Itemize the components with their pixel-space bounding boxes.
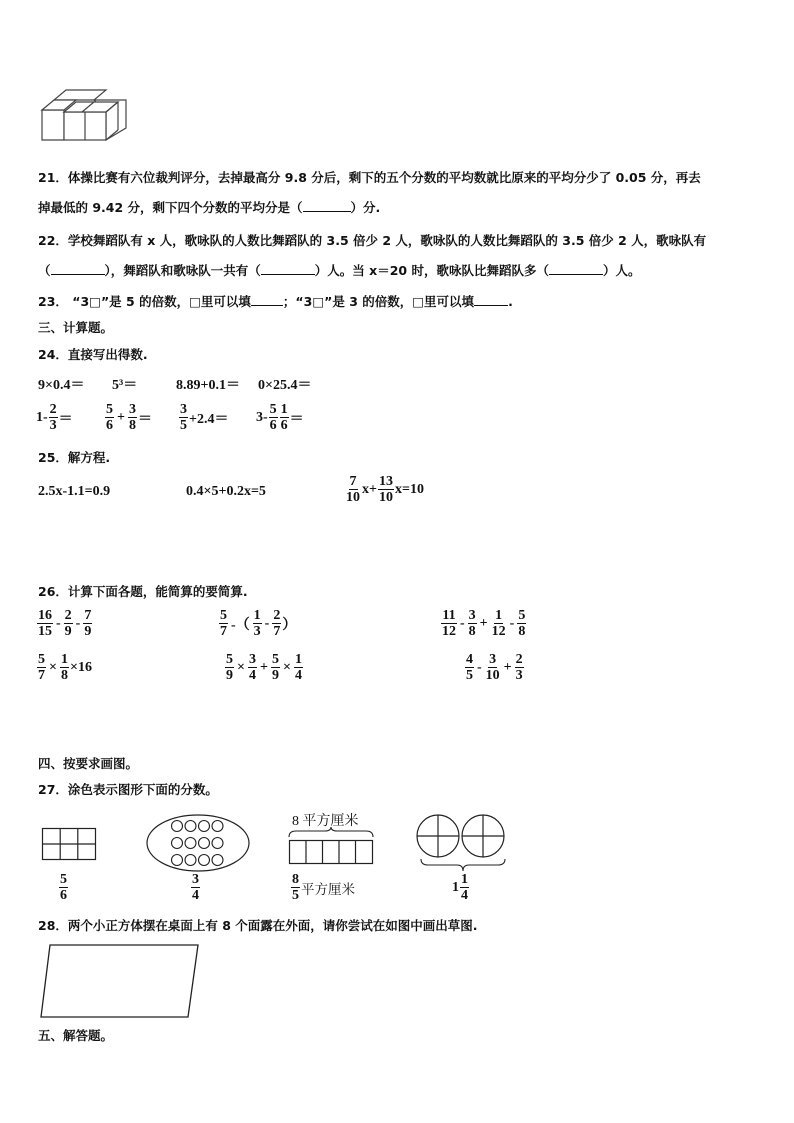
q24-row2-item3: $\frac{3}{5}$ +2.4＝	[180, 402, 229, 433]
fig2-fraction: $\frac{3}{4}$	[192, 872, 199, 903]
section-3-heading: 三、计算题。	[38, 320, 114, 335]
q25-eq3: $\frac{7}{10}$ x+ $\frac{13}{10}$ x=10	[346, 474, 424, 505]
q26-expr4: $\frac{5}{7}$ × $\frac{1}{8}$ ×16	[38, 652, 92, 683]
q24-row2-item1: 1- $\frac{2}{3}$ ＝	[36, 402, 73, 433]
section-5-heading: 五、解答题。	[38, 1028, 114, 1043]
curly-brace-icon	[288, 826, 374, 838]
q26-expr3: $\frac{11}{12}$ - $\frac{3}{8}$ + $\frac{1}{12}$ - $\frac{5}{8}$	[442, 608, 526, 639]
fig3-top-label: 8 平方厘米	[292, 814, 359, 829]
q23-blank-1[interactable]	[251, 305, 283, 306]
q26-expr2: $\frac{5}{7}$ -（ $\frac{1}{3}$ - $\frac{2}{7}$ ）	[220, 608, 297, 639]
q22-line1: 22．学校舞蹈队有 x 人，歌咏队的人数比舞蹈队的 3.5 倍少 2 人，歌咏队的人数比舞蹈队的 3.5 倍少 2 人，歌咏队有	[38, 233, 707, 248]
cubes-figure	[40, 88, 132, 144]
q24-row2-item4: 3- $\frac{5}{6}$ $\frac{1}{6}$ ＝	[256, 402, 304, 433]
fig4-mixed-fraction: 1 $\frac{1}{4}$	[452, 872, 468, 903]
strip-rectangle-figure[interactable]	[289, 840, 373, 864]
q26-expr5: $\frac{5}{9}$ × $\frac{3}{4}$ + $\frac{5}{9}$ × $\frac{1}{4}$	[226, 652, 302, 683]
q21-line2: 掉最低的 9.42 分，剩下四个分数的平均分是（ ）分.	[38, 200, 381, 215]
q26-expr1: $\frac{16}{15}$ - $\frac{2}{9}$ - $\frac{7}{9}$	[38, 608, 92, 639]
q22-blank-3[interactable]	[549, 274, 603, 275]
bottom-brace-icon	[420, 858, 506, 872]
q25-eq1: 2.5x-1.1=0.9	[38, 484, 111, 499]
q22-line2: （ ），舞蹈队和歌咏队一共有（ ）人。当 x＝20 时，歌咏队比舞蹈队多（ ）人。	[38, 263, 641, 278]
q21-line1: 21．体操比赛有六位裁判评分，去掉最高分 9.8 分后，剩下的五个分数的平均数就比原来的平均分少了 0.05 分，再去	[38, 170, 701, 185]
q22-blank-1[interactable]	[51, 274, 105, 275]
q24-row1-item4: 0×25.4＝	[258, 378, 312, 393]
q23-line: 23． “3□”是 5 的倍数，□里可以填 ；“3□”是 3 的倍数，□里可以填 .	[38, 294, 513, 309]
q24-row1-item3: 8.89+0.1＝	[176, 378, 240, 393]
q22-blank-2[interactable]	[261, 274, 315, 275]
parallelogram-drawing-area[interactable]	[40, 944, 200, 1018]
q23-blank-2[interactable]	[474, 305, 508, 306]
q25-eq2: 0.4×5+0.2x=5	[186, 484, 266, 499]
grid-rectangle-figure[interactable]	[42, 828, 96, 860]
q24-row1-item1: 9×0.4＝	[38, 378, 85, 393]
q24-row1-item2: 5³＝	[112, 378, 138, 393]
two-circles-figure[interactable]	[416, 812, 510, 864]
ellipse-circles-figure[interactable]	[146, 814, 250, 872]
q26-title: 26．计算下面各题，能简算的要简算.	[38, 584, 248, 599]
section-4-heading: 四、按要求画图。	[38, 756, 139, 771]
q24-title: 24．直接写出得数.	[38, 347, 148, 362]
q27-title: 27．涂色表示图形下面的分数。	[38, 782, 218, 797]
q25-title: 25．解方程.	[38, 450, 111, 465]
q24-row2-item2: $\frac{5}{6}$ + $\frac{3}{8}$ ＝	[106, 402, 152, 433]
fig1-fraction: $\frac{5}{6}$	[60, 872, 67, 903]
q26-expr6: $\frac{4}{5}$ - $\frac{3}{10}$ + $\frac{2}{3}$	[466, 652, 523, 683]
q21-answer-blank[interactable]	[303, 211, 351, 212]
fig3-fraction: $\frac{8}{5}$ 平方厘米	[292, 872, 355, 903]
q28-title: 28．两个小正方体摆在桌面上有 8 个面露在外面，请你尝试在如图中画出草图.	[38, 918, 478, 933]
